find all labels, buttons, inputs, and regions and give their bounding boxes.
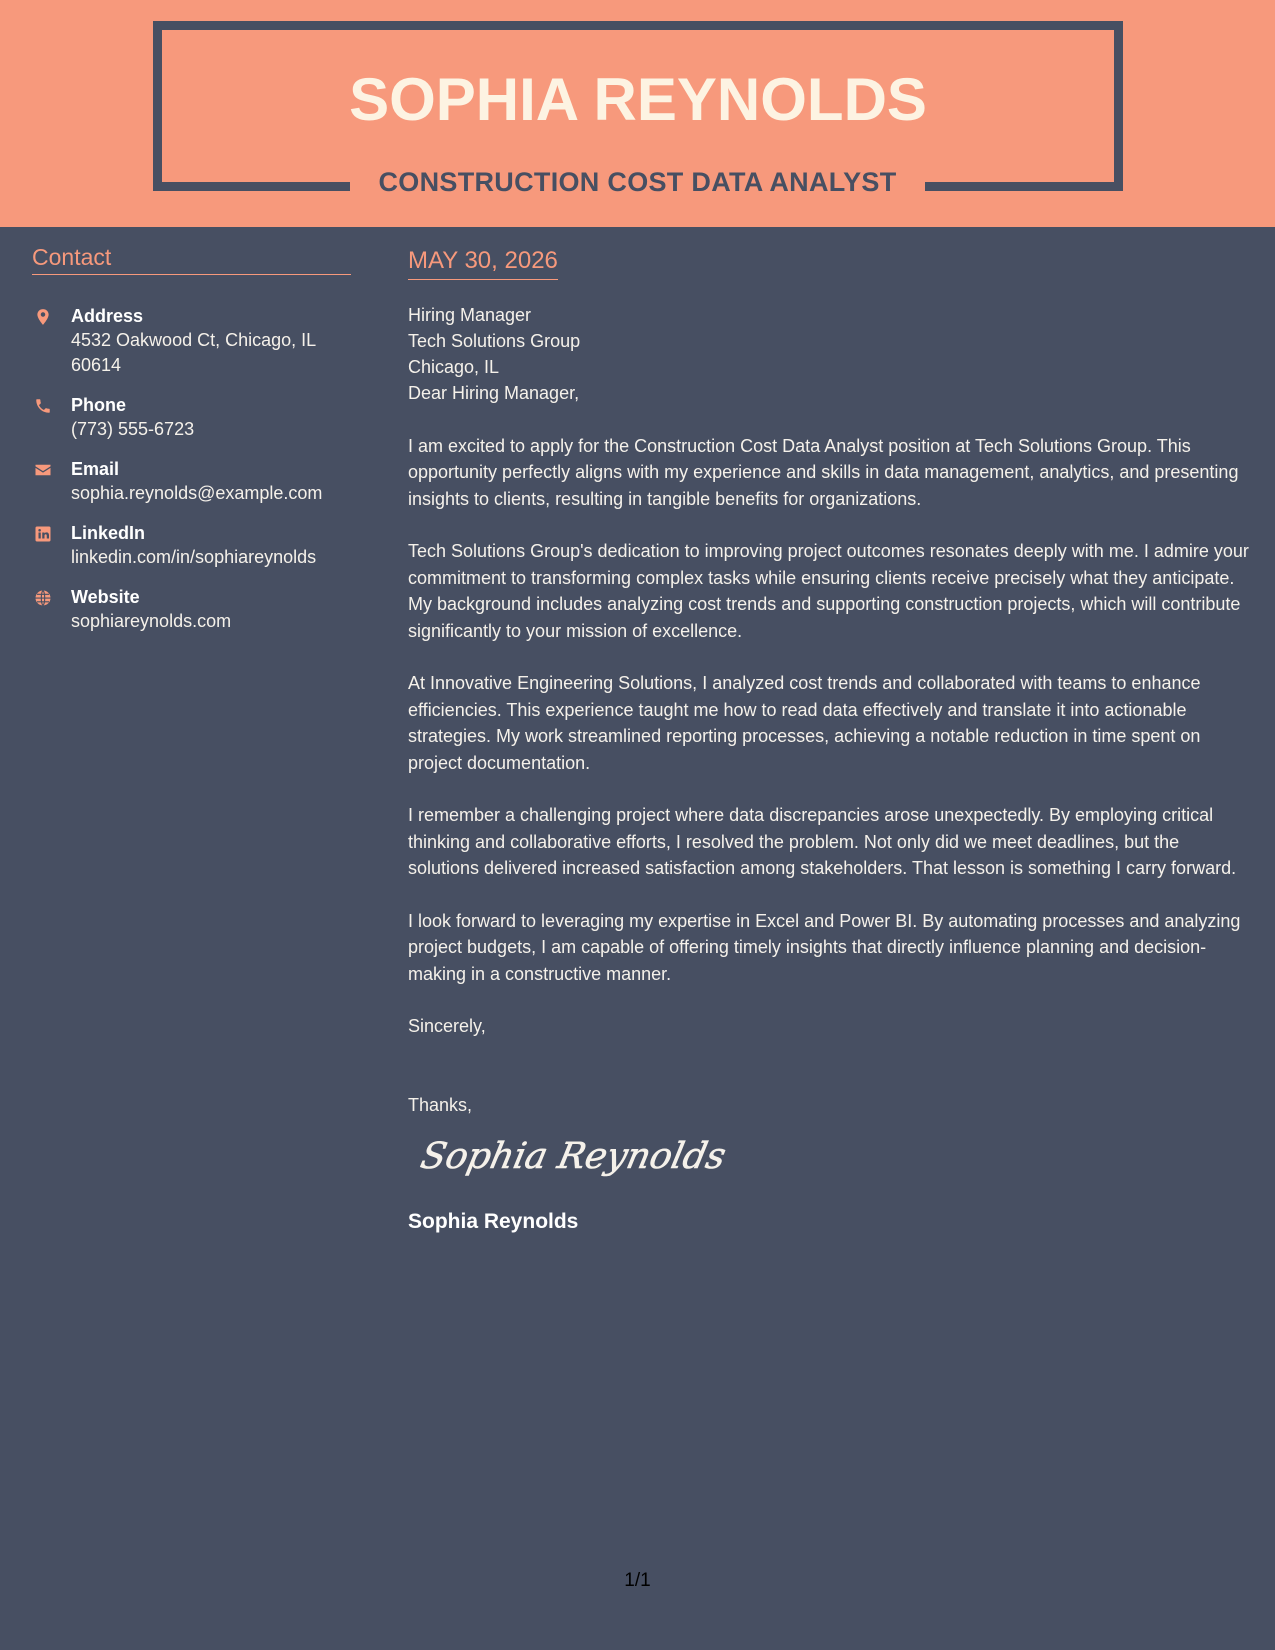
thanks: Thanks, <box>408 1094 473 1115</box>
envelope-icon <box>34 461 52 479</box>
paragraph: I am excited to apply for the Construction Cost Data Analyst position at Tech Solutions Group. This opportunity perfectly aligns with my experience and skills in data management, analytics, and presenting insights to clients, resulting in tangible benefits for organizations. <box>408 435 1239 509</box>
phone-value: (773) 555-6723 <box>71 419 195 439</box>
recipient-location: Chicago, IL <box>408 357 500 377</box>
signature-drawing <box>416 1126 730 1186</box>
contact-sidebar <box>32 242 351 634</box>
recipient-title: Hiring Manager <box>408 305 532 325</box>
svg-text:Sophia Reynolds: Sophia Reynolds <box>417 1134 730 1177</box>
header-frame-bottom-left <box>153 182 350 191</box>
signer-name: Sophia Reynolds <box>408 1210 579 1233</box>
globe-icon <box>34 589 52 607</box>
address-label: Address <box>71 306 144 326</box>
contact-item-email <box>32 457 351 506</box>
recipient-block <box>408 302 1253 380</box>
linkedin-value: linkedin.com/in/sophiareynolds <box>71 547 317 567</box>
linkedin-icon <box>34 525 52 543</box>
phone-label: Phone <box>71 395 127 415</box>
website-value: sophiareynolds.com <box>71 611 232 631</box>
email-label: Email <box>71 459 120 479</box>
phone-icon <box>34 397 52 415</box>
closing: Sincerely, <box>408 1016 486 1036</box>
letter-date: MAY 30, 2026 <box>408 247 558 274</box>
paragraph: I remember a challenging project where data discrepancies arose unexpectedly. By employing critical thinking and collaborative efforts, I resolved the problem. Not only did we meet deadlines, but the solutions delivered increased satisfaction among stakeholders. That lesson is something I carry forward. <box>408 805 1237 878</box>
contact-item-linkedin <box>32 521 351 570</box>
paragraph: Tech Solutions Group's dedication to improving project outcomes resonates deeply with me. I admire your commitment to transforming complex tasks while ensuring clients receive precisely what they anticipate. My background includes analyzing cost trends and supporting construction projects, which will contribute significantly to your mission of excellence. <box>408 541 1249 641</box>
paragraph: At Innovative Engineering Solutions, I analyzed cost trends and collaborated with teams to enhance efficiencies. This experience taught me how to read data effectively and translate it into actionable strategies. My work streamlined reporting processes, achieving a notable reduction in time spent on project documentation. <box>408 673 1201 773</box>
contact-heading: Contact <box>32 242 351 275</box>
greeting: Dear Hiring Manager, <box>408 383 580 403</box>
map-pin-icon <box>34 308 52 326</box>
recipient-company: Tech Solutions Group <box>408 331 581 351</box>
header-frame-bottom-right <box>925 182 1123 191</box>
page-number: 1/1 <box>624 1570 651 1591</box>
contact-item-phone <box>32 393 351 442</box>
linkedin-label: LinkedIn <box>71 523 146 543</box>
address-value: 4532 Oakwood Ct, Chicago, IL 60614 <box>71 330 316 375</box>
contact-item-website <box>32 585 351 634</box>
letter-body <box>408 246 1253 1236</box>
date-block <box>408 246 558 280</box>
job-title: CONSTRUCTION COST DATA ANALYST <box>378 167 897 197</box>
contact-item-address <box>32 304 351 378</box>
email-value: sophia.reynolds@example.com <box>71 483 323 503</box>
letter-content <box>408 380 1253 1118</box>
header-banner <box>0 0 1275 227</box>
paragraph: I look forward to leveraging my expertise in Excel and Power BI. By automating processes and analyzing project budgets, I am capable of offering timely insights that directly influence planning and decision-making in a constructive manner. <box>408 910 1241 984</box>
candidate-name: SOPHIA REYNOLDS <box>349 66 927 133</box>
website-label: Website <box>71 587 140 607</box>
signature-image <box>416 1126 1253 1186</box>
